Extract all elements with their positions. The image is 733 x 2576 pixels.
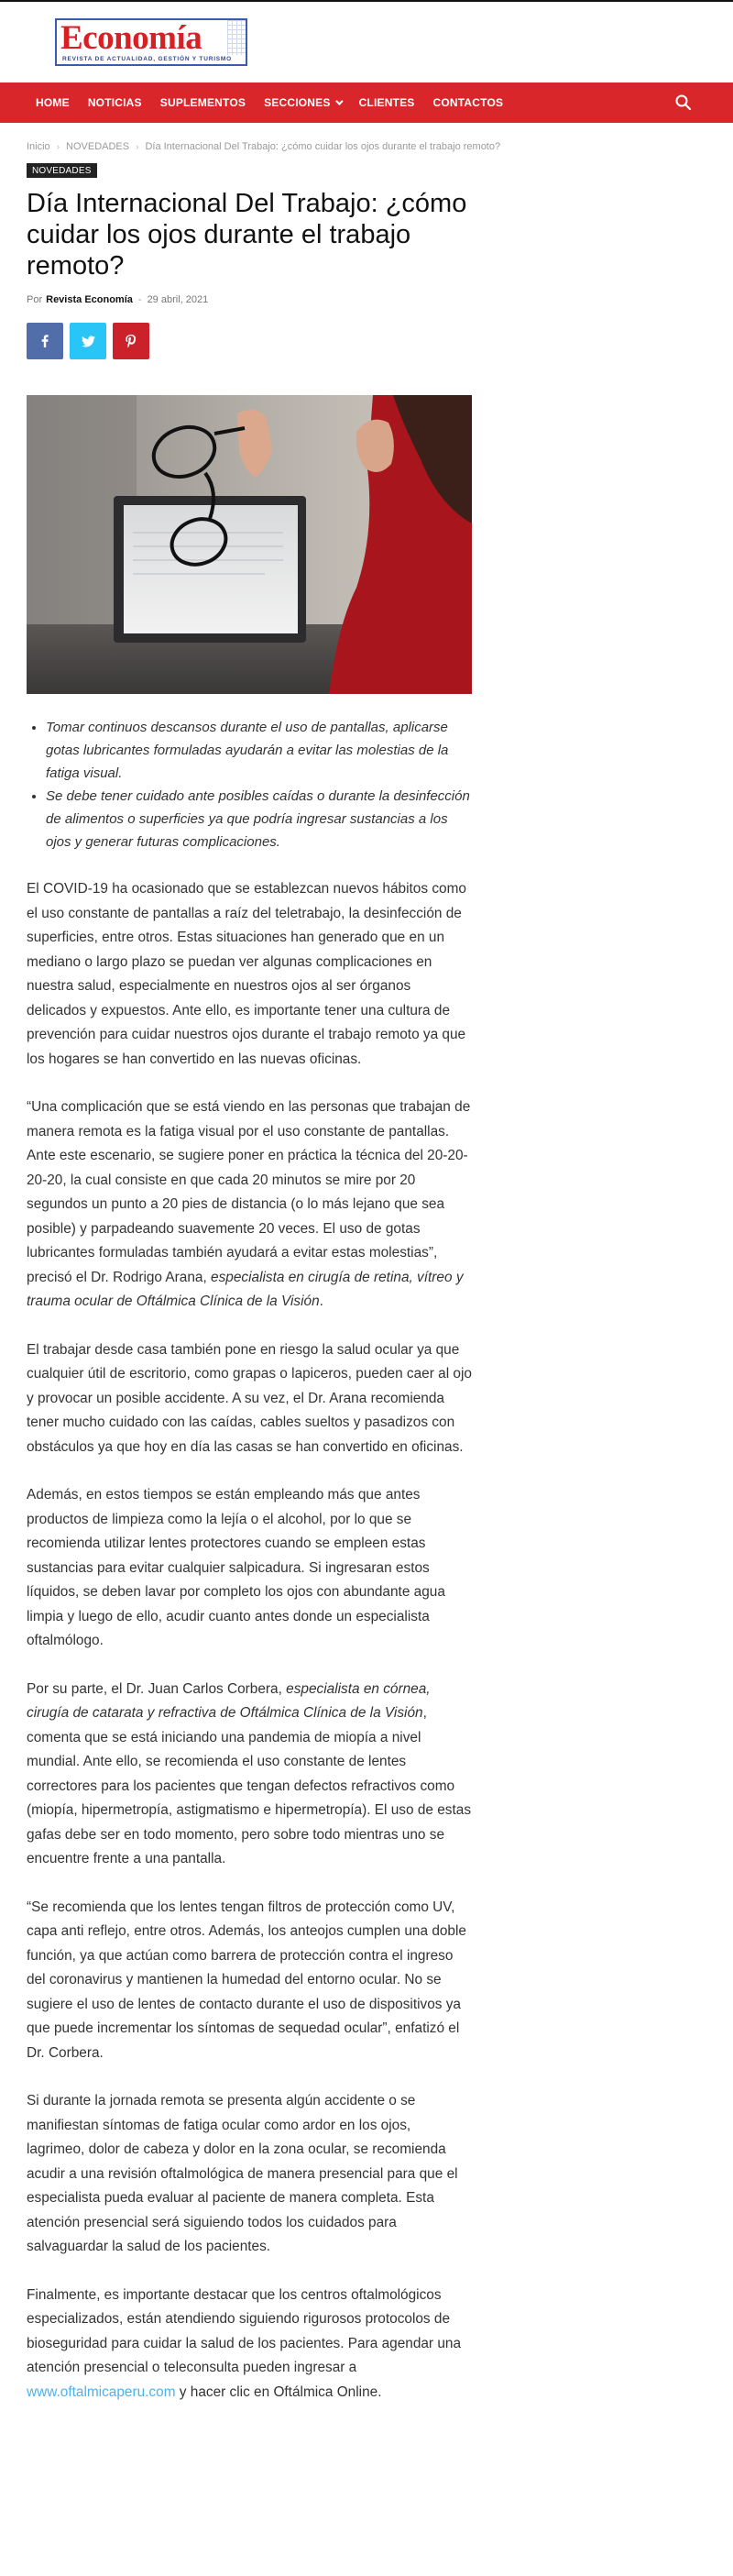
logo-grid-graphic <box>227 20 246 55</box>
key-point: • Se debe tener cuidado ante posibles caídas o durante la desinfección de alimentos o superficies ya que podría ingresar sustancias a los ojos y generar futuras complicaciones. <box>46 785 472 853</box>
breadcrumb-category[interactable]: NOVEDADES <box>66 141 130 152</box>
main-navigation <box>0 83 733 123</box>
share-facebook-button[interactable] <box>27 323 63 359</box>
search-button[interactable] <box>674 94 693 112</box>
paragraph-text: y hacer clic en Oftálmica Online. <box>175 2383 382 2400</box>
logo-tagline: REVISTA DE ACTUALIDAD, GESTIÓN Y TURISMO <box>62 56 233 62</box>
article-paragraph: Si durante la jornada remota se presenta algún accidente o se manifiestan síntomas de fatiga ocular como ardor en los ojos, lagrimeo, dolor de cabeza y dolor en la zona ocular, se recomienda acudir a una revisión oftalmológica de manera presencial para que el especialista pueda evaluar al paciente de manera completa. Esta atención presencial será siguiendo todos los cuidados para salvaguardar la salud de los pacientes. <box>27 2093 458 2254</box>
nav-item-secciones-label: SECCIONES <box>264 96 331 109</box>
share-twitter-button[interactable] <box>70 323 106 359</box>
article-paragraph: El COVID-19 ha ocasionado que se establezcan nuevos hábitos como el uso constante de pantallas a raíz del teletrabajo, la desinfección de superficies, entre otros. Estas situaciones han generado que en un mediano o largo plazo se puedan ver algunas complicaciones en nuestra salud, especialmente en nuestros ojos al ser órganos delicados y expuestos. Ante ello, es importante tener una cultura de prevención para cuidar nuestros ojos durante el trabajo remoto ya que los hogares se han convertido en las nuevas oficinas. <box>27 881 466 1067</box>
featured-image <box>27 395 472 694</box>
article-paragraph <box>27 1678 472 1872</box>
meta-separator: - <box>137 294 142 305</box>
external-link[interactable]: www.oftalmicaperu.com <box>27 2383 176 2400</box>
key-points-list <box>27 716 472 853</box>
breadcrumb-current: Día Internacional Del Trabajo: ¿cómo cuidar los ojos durante el trabajo remoto? <box>145 141 501 152</box>
nav-item-clientes[interactable]: CLIENTES <box>358 96 415 109</box>
article-meta <box>27 294 472 305</box>
author-link[interactable]: Revista Economía <box>46 294 133 305</box>
by-label: Por <box>27 294 43 305</box>
facebook-icon <box>38 335 51 347</box>
category-badge[interactable]: NOVEDADES <box>27 163 97 178</box>
paragraph-text: . <box>319 1294 323 1309</box>
nav-item-suplementos[interactable]: SUPLEMENTOS <box>159 96 246 109</box>
breadcrumb-home[interactable]: Inicio <box>27 141 50 152</box>
key-point: • Tomar continuos descansos durante el uso de pantallas, aplicarse gotas lubricantes formuladas ayudarán a evitar las molestias de la fatiga visual. <box>46 716 472 785</box>
article-paragraph: El trabajar desde casa también pone en riesgo la salud ocular ya que cualquier útil de escritorio, como grapas o lapiceros, pueden caer al ojo y provocar un posible accidente. A su vez, el Dr. Arana recomienda tener mucho cuidado con las caídas, cables sueltos y pasadizos con obstáculos ya que hoy en día las casas se han convertido en oficinas. <box>27 1341 472 1455</box>
article-container <box>27 123 501 2405</box>
nav-item-contactos[interactable]: CONTACTOS <box>432 96 504 109</box>
pinterest-icon <box>126 335 137 348</box>
share-buttons <box>27 323 472 359</box>
search-icon <box>674 94 693 112</box>
paragraph-italic: especialista en córnea, cirugía de catarata y refractiva de Oftálmica Clínica de la Visión <box>27 1680 431 1721</box>
twitter-icon <box>82 336 95 347</box>
chevron-right-icon: › <box>56 141 60 152</box>
nav-item-noticias[interactable]: NOTICIAS <box>87 96 142 109</box>
chevron-down-icon <box>335 97 343 105</box>
share-pinterest-button[interactable] <box>113 323 149 359</box>
chevron-right-icon: › <box>136 141 139 152</box>
woman-with-glasses-photo <box>27 395 472 694</box>
nav-item-home[interactable]: HOME <box>36 96 70 109</box>
article-title: Día Internacional Del Trabajo: ¿cómo cuidar los ojos durante el trabajo remoto? <box>27 189 467 281</box>
paragraph-text: , comenta que se está iniciando una pandemia de miopía a nivel mundial. Ante ello, se recomienda el uso constante de lentes correctores para los pacientes que tengan defectos refractivos como (miopía, hipermetropía, astigmatismo e hipermetropía). El uso de estas gafas debe ser en todo momento, pero sobre todo mientras uno se encuentre frente a una pantalla. <box>27 1705 472 1866</box>
paragraph-text: Por su parte, el Dr. Juan Carlos Corbera, <box>27 1680 287 1697</box>
site-logo[interactable] <box>55 18 247 66</box>
paragraph-text: Finalmente, es importante destacar que los centros oftalmológicos especializados, están atendiendo siguiendo rigurosos protocolos de bioseguridad para cuidar la salud de los pacientes. Para agendar una atención presencial o teleconsulta pueden ingresar a <box>27 2286 462 2375</box>
publish-date: 29 abril, 2021 <box>147 294 209 305</box>
paragraph-text: “Una complicación que se está viendo en las personas que trabajan de manera remota es la fatiga visual por el uso constante de pantallas. Ante este escenario, se sugiere poner en práctica la técnica del 20-20-20-20, la cual consiste en que cada 20 minutos se mire por 20 segundos un punto a 20 pies de distancia (o lo más lejano que sea posible) y parpadeando suavemente 20 veces. El uso de gotas lubricantes formuladas también ayudará a evitar estas molestias”, precisó el Dr. Rodrigo Arana, <box>27 1099 471 1285</box>
article-paragraph <box>27 2284 472 2405</box>
site-header <box>0 2 733 83</box>
logo-wordmark: Economía <box>60 19 202 57</box>
article-paragraph: Además, en estos tiempos se están empleando más que antes productos de limpieza como la lejía o el alcohol, por lo que se recomienda utilizar lentes protectores cuando se empleen estas sustancias para evitar cualquier salpicadura. Si ingresaran estos líquidos, se deben lavar por completo los ojos con abundante agua limpia y luego de ello, acudir cuanto antes donde un especialista oftalmólogo. <box>27 1487 445 1648</box>
breadcrumb <box>27 141 501 152</box>
paragraph-italic: especialista en cirugía de retina, vítreo y trauma ocular de Oftálmica Clínica de la Visión <box>27 1269 464 1309</box>
article-paragraph <box>27 1095 472 1315</box>
nav-item-secciones[interactable] <box>255 83 349 123</box>
article-paragraph: “Se recomienda que los lentes tengan filtros de protección como UV, capa anti reflejo, entre otros. Además, los anteojos cumplen una doble función, ya que actúan como barrera de protección contra el ingreso del coronavirus y mantienen la humedad del entorno ocular. No se sugiere el uso de lentes de contacto durante el uso de dispositivos ya que puede incrementar los síntomas de sequedad ocular”, enfatizó el Dr. Corbera. <box>27 1899 466 2061</box>
